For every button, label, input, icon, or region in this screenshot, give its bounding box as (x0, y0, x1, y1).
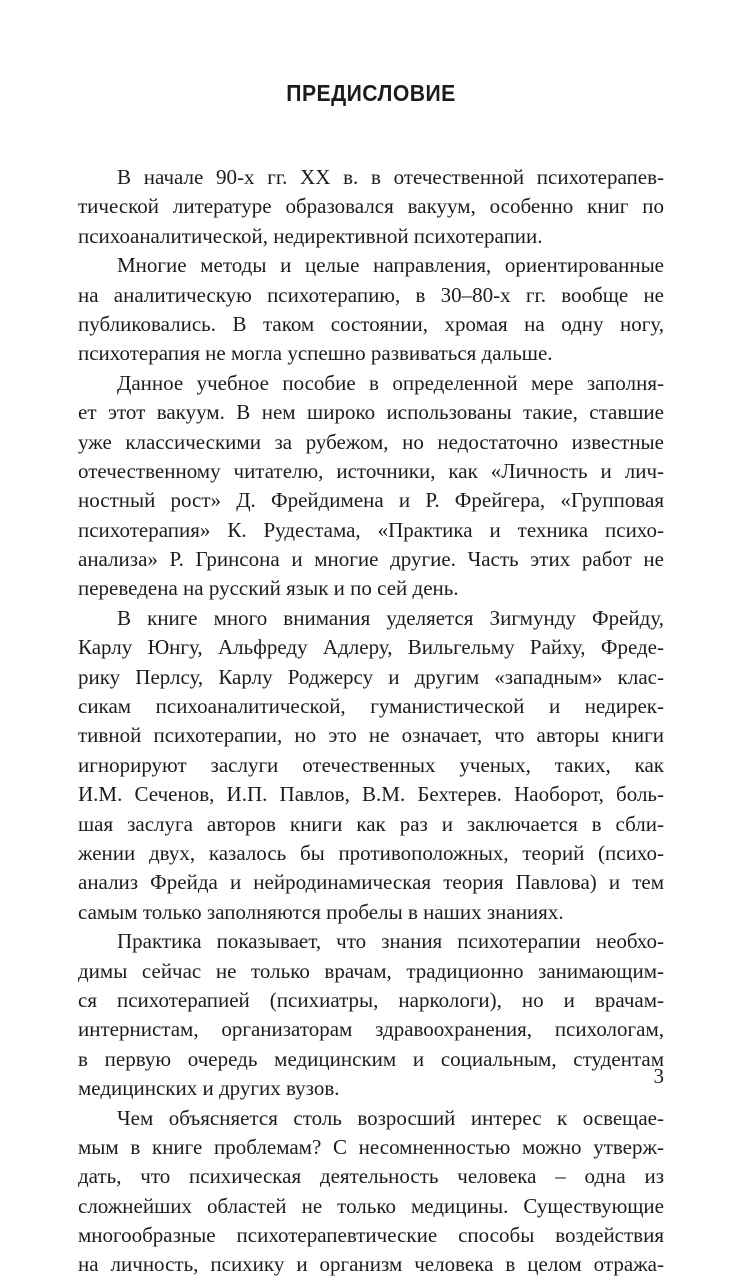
text-line: на аналитическую психотерапию, в 30–80-х гг. вообще не (78, 282, 664, 307)
text-line: переведена на русский язык и по сей день. (78, 576, 459, 601)
text-line: интернистам, организаторам здравоохранения, психологам, (78, 1017, 664, 1042)
text-line: сикам психоаналитической, гуманистической и недирек- (78, 694, 664, 719)
text-line: мым в книге проблемам? С несомненностью можно утверж- (78, 1134, 664, 1159)
text-line: дать, что психическая деятельность человека – одна из (78, 1164, 664, 1189)
text-line: В начале 90-х гг. XX в. в отечественной психотерапев- (117, 165, 664, 189)
paragraph (78, 604, 664, 927)
text-line: ся психотерапией (психиатры, наркологи), но и врачам- (78, 987, 664, 1012)
text-line: игнорируют заслуги отечественных ученых, таких, как (78, 752, 664, 777)
book-page (78, 0, 664, 1277)
text-line: психоаналитической, недирективной психотерапии. (78, 223, 543, 248)
text-line: тивной психотерапии, но это не означает, что авторы книги (78, 723, 664, 748)
text-line: ет этот вакуум. В нем широко использованы такие, ставшие (78, 400, 664, 425)
text-line: Данное учебное пособие в определенной мере заполня- (117, 370, 664, 395)
text-line: димы сейчас не только врачам, традиционно занимающим- (78, 958, 664, 983)
text-line: сложнейших областей не только медицины. Существующие (78, 1193, 664, 1218)
page-number: 3 (653, 1064, 664, 1088)
paragraph (78, 927, 664, 1103)
text-line: И.М. Сеченов, И.П. Павлов, В.М. Бехтерев. Наоборот, боль- (78, 782, 664, 807)
paragraph (78, 369, 664, 604)
paragraph (78, 251, 664, 369)
body-text (78, 163, 664, 1280)
text-line: Карлу Юнгу, Альфреду Адлеру, Вильгельму Райху, Фреде- (78, 635, 664, 660)
text-line: анализа» Р. Гринсона и многие другие. Часть этих работ не (78, 547, 664, 572)
text-line: Многие методы и целые направления, ориентированные (117, 253, 664, 278)
text-line: самым только заполняются пробелы в наших знаниях. (78, 899, 564, 924)
text-line: рику Перлсу, Карлу Роджерсу и другим «западным» клас- (78, 664, 664, 689)
text-line: шая заслуга авторов книги как раз и заключается в сбли- (78, 811, 664, 836)
text-line: публиковались. В таком состоянии, хромая на одну ногу, (78, 311, 664, 336)
text-line: психотерапия не могла успешно развиваться дальше. (78, 341, 553, 366)
text-line: анализ Фрейда и нейродинамическая теория Павлова) и тем (78, 870, 664, 895)
text-line: на личность, психику и организм человека в целом отража- (78, 1252, 664, 1277)
text-line: тической литературе образовался вакуум, особенно книг по (78, 194, 664, 219)
text-line: Практика показывает, что знания психотерапии необхо- (117, 929, 664, 954)
paragraph (78, 1104, 664, 1280)
text-line: многообразные психотерапевтические способы воздействия (78, 1223, 664, 1248)
page-title: ПРЕДИСЛОВИЕ (286, 80, 456, 106)
paragraph (78, 163, 664, 251)
text-line: ностный рост» Д. Фрейдимена и Р. Фрейгера, «Групповая (78, 488, 664, 513)
text-line: в первую очередь медицинским и социальным, студентам (78, 1046, 664, 1071)
text-line: уже классическими за рубежом, но недостаточно известные (78, 429, 664, 454)
text-line: В книге много внимания уделяется Зигмунду Фрейду, (117, 605, 664, 630)
text-line: отечественному читателю, источники, как «Личность и лич- (78, 458, 664, 483)
text-line: психотерапия» К. Рудестама, «Практика и техника психо- (78, 517, 664, 542)
text-line: медицинских и других вузов. (78, 1076, 340, 1101)
text-line: жении двух, казалось бы противоположных, теорий (психо- (78, 840, 664, 865)
text-line: Чем объясняется столь возросший интерес к освещае- (117, 1105, 664, 1130)
